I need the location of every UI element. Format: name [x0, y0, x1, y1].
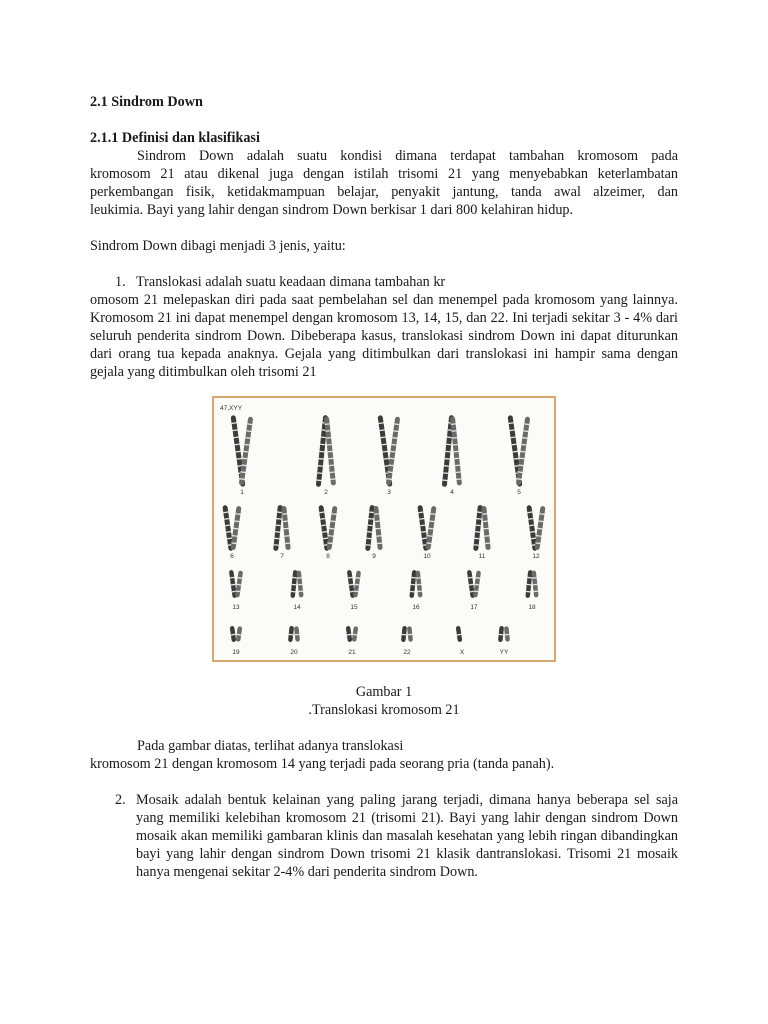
chromosome-pair-3 [378, 415, 401, 487]
note-line-1: Pada gambar diatas, terlihat adanya translokasi [137, 738, 404, 754]
chromosome-label-6: 6 [230, 553, 234, 560]
chromosome-pair-10 [417, 505, 436, 551]
chromosome-pair-20 [288, 626, 300, 642]
caption-text: .Translokasi kromosom 21 [308, 702, 460, 718]
chromosome-label-17: 17 [470, 604, 478, 611]
chromosome-pair-5 [508, 415, 531, 487]
chromosome-label-12: 12 [532, 553, 540, 560]
list-item-1-first-line: Translokasi adalah suatu keadaan dimana tambahan kr [136, 274, 446, 290]
chromosome-pair-14 [290, 570, 303, 598]
chromosome-pair-18 [525, 570, 538, 598]
chromosome-pair-4 [442, 415, 462, 487]
chromosome-label-4: 4 [450, 489, 454, 496]
chromosome-label-1: 1 [240, 489, 244, 496]
chromosome-label-19: 19 [232, 649, 240, 656]
section-heading: 2.1 Sindrom Down [90, 94, 203, 110]
list-item-1-text: omosom 21 melepaskan diri pada saat pembelahan sel dan menempel pada kromosom yang lainnya. Kromosom 21 ini dapat menempel dengan kromosom 13, 14, 15, dan 22. Ini terjadi sekitar 3 - 4% dari seluruh penderita sindrom Down. Dibeberapa kasus, translokasi sindrom Down ini dapat diturunkan dari orang tua kepada anaknya. Gejala yang ditimbulkan dari translokasi ini hampir sama dengan gejala yang ditimbulkan oleh trisomi 21 [90, 292, 678, 380]
list-number-2: 2. [115, 792, 126, 808]
chromosome-label-8: 8 [326, 553, 330, 560]
chromosome-label-x: X [459, 649, 465, 656]
chromosome-pair-x [456, 626, 463, 642]
chromosome-pair-6 [222, 505, 241, 551]
chromosome-label-7: 7 [280, 553, 284, 560]
karyotype-figure [212, 396, 556, 662]
definition-line-4: leukimia. Bayi yang lahir dengan sindrom Down berkisar 1 dari 800 kelahiran hidup. [90, 202, 574, 218]
chromosome-pair-16 [409, 570, 422, 598]
list-number-1: 1. [115, 274, 126, 290]
subsection-heading: 2.1.1 Definisi dan klasifikasi [90, 130, 260, 146]
chromosome-label-2: 2 [324, 489, 328, 496]
chromosome-label-21: 21 [348, 649, 356, 656]
chromosome-label-yy: YY [499, 649, 509, 656]
chromosome-pair-7 [273, 505, 291, 551]
chromosome-pair-yy [498, 626, 510, 642]
chromosome-pair-21 [346, 626, 359, 642]
types-intro: Sindrom Down dibagi menjadi 3 jenis, yaitu: [90, 238, 346, 254]
chromosome-pair-13 [229, 570, 243, 598]
chromosome-label-5: 5 [517, 489, 521, 496]
chromosome-pair-12 [526, 505, 545, 551]
chromosome-label-18: 18 [528, 604, 536, 611]
note-line-2: kromosom 21 dengan kromosom 14 yang terjadi pada seorang pria (tanda panah). [90, 756, 555, 772]
karyotype-label: 47,XYY [220, 405, 243, 412]
chromosome-label-13: 13 [232, 604, 240, 611]
chromosome-label-9: 9 [372, 553, 376, 560]
chromosome-pair-11 [473, 505, 491, 551]
definition-line-3: perkembangan fisik, ketidakmampuan belajar, penyakit jantung, tanda awal alzeimer, dan [90, 184, 678, 200]
chromosome-label-20: 20 [290, 649, 298, 656]
chromosome-pair-1 [231, 415, 254, 487]
caption-title: Gambar 1 [355, 684, 413, 700]
list-item-2-text: Mosaik adalah bentuk kelainan yang paling jarang terjadi, dimana hanya beberapa sel saja yang memiliki kelebihan kromosom 21 (trisomi 21). Bayi yang lahir dengan sindrom Down mosaik akan memiliki gambaran klinis dan masalah kesehatan yang lebih ringan dibandingkan bayi yang lahir dengan sindrom Down trisomi 21 klasik dantranslokasi. Trisomi 21 mosaik hanya mengenai sekitar 2-4% dari penderita sindrom Down. [136, 792, 678, 880]
chromosome-label-11: 11 [478, 553, 486, 560]
chromosome-pair-9 [365, 505, 383, 551]
definition-line-1: Sindrom Down adalah suatu kondisi dimana terdapat tambahan kromosom pada [137, 148, 678, 164]
definition-line-2: kromosom 21 atau dikenal juga dengan istilah trisomi 21 yang menyebabkan keterlambatan [90, 166, 678, 182]
chromosome-pair-17 [467, 570, 481, 598]
chromosome-pair-22 [401, 626, 413, 642]
chromosome-label-3: 3 [387, 489, 391, 496]
chromosome-pair-19 [230, 626, 243, 642]
chromosome-pair-8 [318, 505, 337, 551]
chromosome-label-10: 10 [423, 553, 431, 560]
chromosome-label-16: 16 [412, 604, 420, 611]
karyotype-image [214, 398, 554, 660]
chromosome-label-22: 22 [403, 649, 411, 656]
chromosome-pair-15 [347, 570, 361, 598]
chromosome-label-14: 14 [293, 604, 301, 611]
chromosome-label-15: 15 [350, 604, 358, 611]
chromosome-pair-2 [316, 415, 336, 487]
